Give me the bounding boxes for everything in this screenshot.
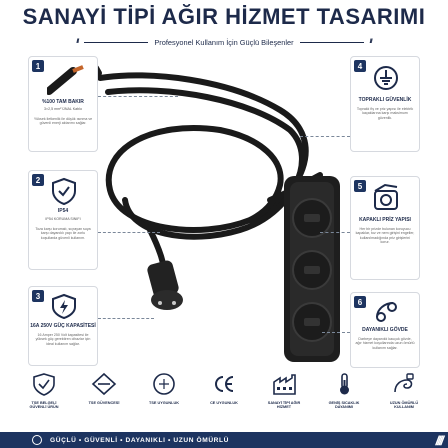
socket-body xyxy=(284,176,340,362)
callout-desc: Yüksek iletkenlik ile düşük ısınma ve güvenli enerji aktarımı sağlar. xyxy=(33,117,93,126)
callout-card-4 xyxy=(350,56,420,152)
callout-sub: 3×2,5 mm² ÜNAL Kablo xyxy=(44,107,82,111)
feature-tse-uygunluk xyxy=(143,372,185,428)
callout-desc: 16 Amper 250 Volt kapasitesi ile yüksek güç gerektiren cihazlar için ideal kullanım sağlar. xyxy=(35,333,91,346)
callout-title: IP54 xyxy=(57,208,69,214)
leader-line-4 xyxy=(300,136,350,137)
feature-tse-belgeli xyxy=(23,372,65,428)
callout-card-5 xyxy=(350,176,420,280)
copper-cable-icon xyxy=(47,65,87,95)
tse-diamond-icon xyxy=(91,372,117,396)
subtitle: Profesyonel Kullanım İçin Güçlü Bileşenler xyxy=(154,37,294,47)
page-title: SANAYİ TİPİ AĞIR HİZMET TASARIMI xyxy=(22,4,426,29)
callout-desc: Darbeye dayanıklı kauçuk gövde, ağır hizmet koşullarında uzun ömürlü kullanım sağlar. xyxy=(355,337,415,350)
lightning-shield-icon xyxy=(51,293,77,319)
callout-title: TOPRAKLI GÜVENLİK xyxy=(358,97,412,103)
ground-symbol-icon xyxy=(373,65,399,91)
leader-line-1 xyxy=(98,96,178,97)
callout-desc: Toza karşı korumalı, sıçrayan suya karşı dayanıklı yapı ile zorlu koşullarda güvenli kullanım. xyxy=(35,227,91,240)
callout-number: 5 xyxy=(354,180,366,192)
feature-label: TSE UYGUNLUK xyxy=(149,401,179,405)
slash-decor: //// xyxy=(435,433,442,448)
feature-label: SANAYİ TİPİ AĞIR HİZMET xyxy=(267,401,301,410)
callout-number: 6 xyxy=(354,296,366,308)
leader-line-5 xyxy=(320,232,350,233)
factory-icon xyxy=(271,372,297,396)
feature-uzun-omurlu xyxy=(383,372,425,428)
callout-title: 16A 250V GÜÇ KAPASİTESİ xyxy=(30,323,96,329)
feature-tse-guvencesi xyxy=(83,372,125,428)
callout-title: %100 TAM BAKIR xyxy=(42,99,84,105)
feature-label: CE UYGUNLUK xyxy=(210,401,238,405)
feature-row xyxy=(0,372,448,428)
feature-sanayi-tipi xyxy=(263,372,305,428)
callout-title: KAPAKLI PRİZ YAPISI xyxy=(359,217,411,223)
shield-icon xyxy=(32,435,42,445)
feature-ce-uygunluk xyxy=(203,372,245,428)
feature-label: GENİŞ SICAKLIK DAYANIMI xyxy=(328,401,360,410)
callout-number: 4 xyxy=(354,60,366,72)
leader-line-6 xyxy=(322,332,350,333)
tse-circle-icon xyxy=(151,372,177,396)
feature-label: UZUN ÖMÜRLÜ KULLANIM xyxy=(389,401,419,410)
callout-card-6 xyxy=(350,292,420,368)
callout-card-1 xyxy=(28,56,98,152)
callout-desc: Her bir prizde bulunan koruyucu kapaklar, toz ve nem girişini engeller, kullanılmadığında priz girişlerini korur. xyxy=(355,227,415,245)
callout-number: 1 xyxy=(32,60,44,72)
callout-desc: Topraklı fiş ve priz yapısı ile elektrik kaçaklarına karşı maksimum güvenlik. xyxy=(356,107,414,120)
slash-decor-left: /// xyxy=(76,39,79,45)
footer-bar xyxy=(0,432,448,448)
callout-sub: IP54 KORUMA SINIFI xyxy=(45,217,81,221)
feature-label: TSE BELGELİ GÜVENLİ ÜRÜN xyxy=(29,401,59,410)
callout-number: 2 xyxy=(32,174,44,186)
shield-check-icon xyxy=(51,177,77,205)
plug xyxy=(146,259,183,310)
callout-title: DAYANIKLI GÖVDE xyxy=(362,327,408,333)
ce-mark-icon xyxy=(211,372,237,396)
durability-icon xyxy=(373,299,399,323)
footer-text: GÜÇLÜ • GÜVENLİ • DAYANIKLI • UZUN ÖMÜRLÜ xyxy=(50,436,230,444)
shield-check-icon xyxy=(31,372,57,396)
leader-line-3 xyxy=(98,318,154,319)
leader-line-2 xyxy=(98,232,160,233)
slash-decor-right: /// xyxy=(369,39,372,45)
socket-cover-icon xyxy=(371,183,401,211)
callout-number: 3 xyxy=(32,290,44,302)
thermometer-icon xyxy=(331,372,357,396)
feature-label: TSE GÜVENCESİ xyxy=(88,401,120,405)
footer-content xyxy=(50,432,229,448)
cable-icon xyxy=(391,372,417,396)
callout-card-2 xyxy=(28,170,98,270)
feature-sicaklik xyxy=(323,372,365,428)
callout-card-3 xyxy=(28,286,98,366)
